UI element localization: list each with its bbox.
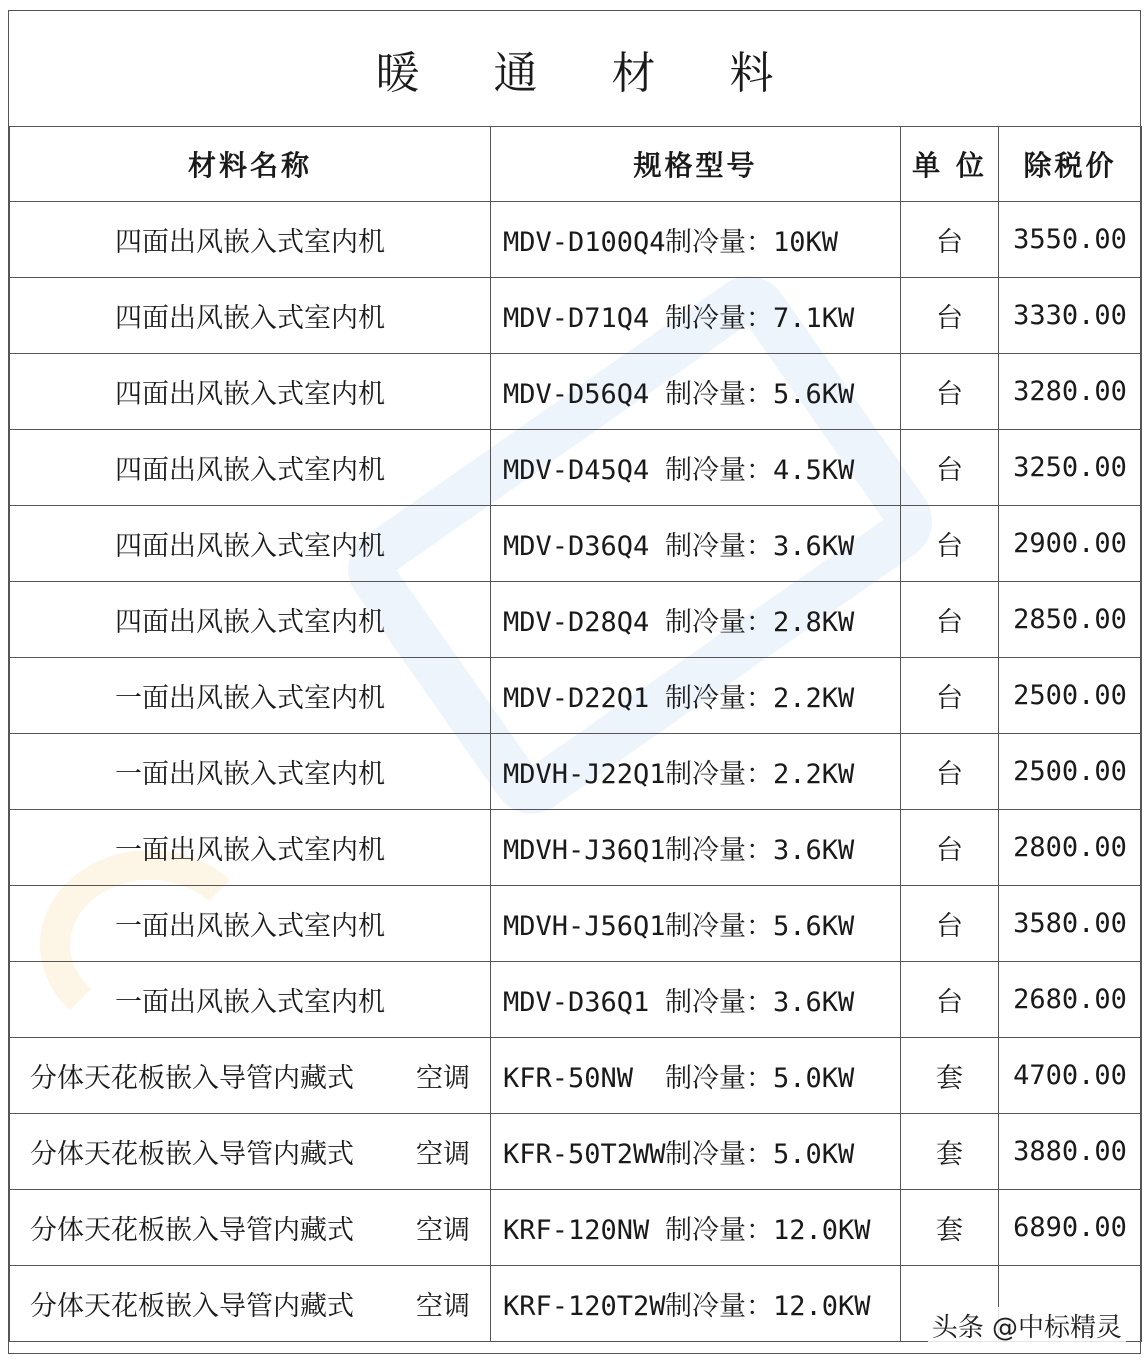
unit-cell: 台 xyxy=(901,658,999,734)
material-name: 四面出风嵌入式室内机 xyxy=(115,379,385,410)
model-number: MDV-D100Q4 xyxy=(503,227,666,258)
model-number: MDV-D36Q1 xyxy=(503,987,650,1018)
material-name: 四面出风嵌入式室内机 xyxy=(115,303,385,334)
material-name: 四面出风嵌入式室内机 xyxy=(115,607,385,638)
table-row xyxy=(10,1038,1142,1114)
header-material-name: 材料名称 xyxy=(10,127,491,202)
table-row xyxy=(10,886,1142,962)
material-name: 一面出风嵌入式室内机 xyxy=(115,835,385,866)
material-table xyxy=(9,126,1142,1342)
cooling-capacity: 制冷量：5.0KW xyxy=(665,1063,855,1094)
price-cell: 2680.00 xyxy=(999,962,1142,1038)
material-name-cell xyxy=(10,354,491,430)
unit-cell: 台 xyxy=(901,430,999,506)
price-cell: 2850.00 xyxy=(999,582,1142,658)
table-row xyxy=(10,962,1142,1038)
price-cell: 4700.00 xyxy=(999,1038,1142,1114)
source-watermark: 头条 @中标精灵 xyxy=(928,1307,1126,1344)
header-price: 除税价 xyxy=(999,127,1142,202)
material-name-cell xyxy=(10,1190,491,1266)
sheet-title: 暖 通 材 料 xyxy=(375,47,804,99)
unit-cell: 套 xyxy=(901,1114,999,1190)
material-name-cell xyxy=(10,734,491,810)
table-row xyxy=(10,278,1142,354)
price-cell: 2500.00 xyxy=(999,734,1142,810)
model-number: MDVH-J22Q1 xyxy=(503,759,666,790)
spec-cell xyxy=(491,734,901,810)
price-cell: 3880.00 xyxy=(999,1114,1142,1190)
material-name-cell xyxy=(10,1114,491,1190)
material-name-cell xyxy=(10,1038,491,1114)
model-number: MDVH-J36Q1 xyxy=(503,835,666,866)
unit-cell: 台 xyxy=(901,886,999,962)
model-number: KFR-50NW xyxy=(503,1063,634,1094)
material-name: 分体天花板嵌入导管内藏式 xyxy=(30,1063,354,1094)
cooling-capacity: 制冷量：7.1KW xyxy=(665,303,855,334)
price-cell: 6890.00 xyxy=(999,1190,1142,1266)
model-number: MDV-D56Q4 xyxy=(503,379,650,410)
material-price-sheet xyxy=(8,10,1141,1354)
cooling-capacity: 制冷量：5.0KW xyxy=(665,1139,855,1170)
material-name: 一面出风嵌入式室内机 xyxy=(115,911,385,942)
table-row xyxy=(10,734,1142,810)
cooling-capacity: 制冷量：12.0KW xyxy=(665,1215,871,1246)
material-name-cell xyxy=(10,430,491,506)
material-name-cell xyxy=(10,1266,491,1342)
table-row xyxy=(10,430,1142,506)
unit-cell: 台 xyxy=(901,810,999,886)
price-cell: 3250.00 xyxy=(999,430,1142,506)
material-name-cell xyxy=(10,278,491,354)
model-number: KFR-50T2WW xyxy=(503,1139,666,1170)
sheet-title-row xyxy=(9,11,1140,127)
cooling-capacity: 制冷量：3.6KW xyxy=(665,835,855,866)
spec-cell xyxy=(491,1266,901,1342)
table-row xyxy=(10,354,1142,430)
unit-cell: 台 xyxy=(901,506,999,582)
material-name-suffix: 空调 xyxy=(416,1291,470,1322)
spec-cell xyxy=(491,278,901,354)
price-cell: 2500.00 xyxy=(999,658,1142,734)
material-name: 分体天花板嵌入导管内藏式 xyxy=(30,1215,354,1246)
table-row xyxy=(10,506,1142,582)
cooling-capacity: 制冷量：2.8KW xyxy=(665,607,855,638)
material-name-suffix: 空调 xyxy=(416,1063,470,1094)
table-row xyxy=(10,1190,1142,1266)
material-name-cell xyxy=(10,658,491,734)
spec-cell xyxy=(491,1114,901,1190)
material-name-cell xyxy=(10,962,491,1038)
spec-cell xyxy=(491,962,901,1038)
spec-cell xyxy=(491,582,901,658)
unit-cell: 台 xyxy=(901,734,999,810)
model-number: MDVH-J56Q1 xyxy=(503,911,666,942)
model-number: MDV-D71Q4 xyxy=(503,303,650,334)
material-name: 一面出风嵌入式室内机 xyxy=(115,759,385,790)
table-row xyxy=(10,658,1142,734)
material-name-cell xyxy=(10,810,491,886)
material-name: 一面出风嵌入式室内机 xyxy=(115,987,385,1018)
price-cell: 3580.00 xyxy=(999,886,1142,962)
cooling-capacity: 制冷量：3.6KW xyxy=(665,987,855,1018)
price-cell: 3280.00 xyxy=(999,354,1142,430)
model-number: KRF-120T2W xyxy=(503,1291,666,1322)
spec-cell xyxy=(491,1038,901,1114)
table-row xyxy=(10,582,1142,658)
material-name-cell xyxy=(10,202,491,278)
header-unit: 单 位 xyxy=(901,127,999,202)
cooling-capacity: 制冷量：5.6KW xyxy=(665,911,855,942)
material-name: 分体天花板嵌入导管内藏式 xyxy=(30,1291,354,1322)
cooling-capacity: 制冷量：3.6KW xyxy=(665,531,855,562)
price-cell: 3330.00 xyxy=(999,278,1142,354)
cooling-capacity: 制冷量：2.2KW xyxy=(665,683,855,714)
cooling-capacity: 制冷量：5.6KW xyxy=(665,379,855,410)
unit-cell: 套 xyxy=(901,1038,999,1114)
material-name: 四面出风嵌入式室内机 xyxy=(115,531,385,562)
material-name: 一面出风嵌入式室内机 xyxy=(115,683,385,714)
material-name-cell xyxy=(10,582,491,658)
unit-cell: 套 xyxy=(901,1190,999,1266)
model-number: MDV-D36Q4 xyxy=(503,531,650,562)
price-cell: 2800.00 xyxy=(999,810,1142,886)
cooling-capacity: 制冷量：2.2KW xyxy=(665,759,855,790)
spec-cell xyxy=(491,886,901,962)
price-cell: 2900.00 xyxy=(999,506,1142,582)
material-name-cell xyxy=(10,886,491,962)
spec-cell xyxy=(491,354,901,430)
material-name: 分体天花板嵌入导管内藏式 xyxy=(30,1139,354,1170)
unit-cell: 台 xyxy=(901,354,999,430)
header-spec-model: 规格型号 xyxy=(491,127,901,202)
cooling-capacity: 制冷量：4.5KW xyxy=(665,455,855,486)
material-name: 四面出风嵌入式室内机 xyxy=(115,455,385,486)
model-number: MDV-D22Q1 xyxy=(503,683,650,714)
model-number: MDV-D28Q4 xyxy=(503,607,650,638)
model-number: KRF-120NW xyxy=(503,1215,650,1246)
model-number: MDV-D45Q4 xyxy=(503,455,650,486)
material-name-suffix: 空调 xyxy=(416,1139,470,1170)
price-cell: 3550.00 xyxy=(999,202,1142,278)
unit-cell: 台 xyxy=(901,582,999,658)
spec-cell xyxy=(491,1190,901,1266)
spec-cell xyxy=(491,430,901,506)
table-header-row xyxy=(10,127,1142,202)
material-name-suffix: 空调 xyxy=(416,1215,470,1246)
cooling-capacity: 制冷量：12.0KW xyxy=(665,1291,871,1322)
table-row xyxy=(10,1114,1142,1190)
unit-cell: 台 xyxy=(901,962,999,1038)
cooling-capacity: 制冷量：10KW xyxy=(665,227,839,258)
spec-cell xyxy=(491,810,901,886)
table-row xyxy=(10,202,1142,278)
spec-cell xyxy=(491,506,901,582)
table-row xyxy=(10,810,1142,886)
unit-cell: 台 xyxy=(901,202,999,278)
material-name: 四面出风嵌入式室内机 xyxy=(115,227,385,258)
unit-cell: 台 xyxy=(901,278,999,354)
material-name-cell xyxy=(10,506,491,582)
table-body xyxy=(10,202,1142,1342)
spec-cell xyxy=(491,658,901,734)
spec-cell xyxy=(491,202,901,278)
